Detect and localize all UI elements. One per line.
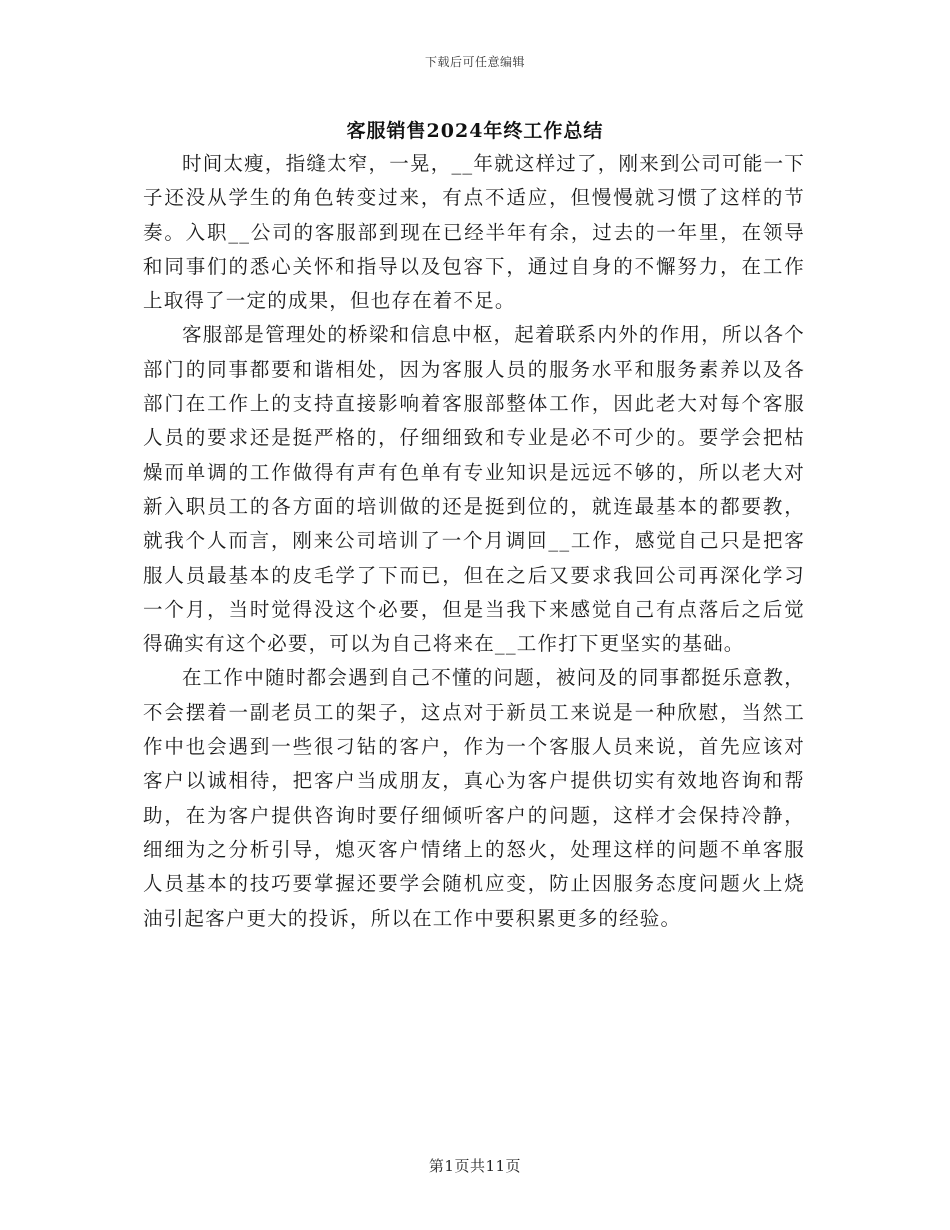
document-body [143,147,805,936]
paragraph: 在工作中随时都会遇到自己不懂的问题，被问及的同事都挺乐意教，不会摆着一副老员工的架子，这点对于新员工来说是一种欣慰，当然工作中也会遇到一些很刁钻的客户，作为一个客服人员来说，首先应该对客户以诚相待，把客户当成朋友，真心为客户提供切实有效地咨询和帮助，在为客户提供咨询时要仔细倾听客户的问题，这样才会保持冷静，细细为之分析引导，熄灭客户情绪上的怒火，处理这样的问题不单客服人员基本的技巧要掌握还要学会随机应变，防止因服务态度问题火上烧油引起客户更大的投诉，所以在工作中要积累更多的经验。 [143,666,805,930]
paragraph: 客服部是管理处的桥梁和信息中枢，起着联系内外的作用，所以各个部门的同事都要和谐相处，因为客服人员的服务水平和服务素养以及各部门在工作上的支持直接影响着客服部整体工作，因此老大对每个客服人员的要求还是挺严格的，仔细细致和专业是必不可少的。要学会把枯燥而单调的工作做得有声有色单有专业知识是远远不够的，所以老大对新入职员工的各方面的培训做的还是挺到位的，就连最基本的都要教，就我个人而言，刚来公司培训了一个月调回__工作，感觉自己只是把客服人员最基本的皮毛学了下而已，但在之后又要求我回公司再深化学习一个月，当时觉得没这个必要，但是当我下来感觉自己有点落后之后觉得确实有这个必要，可以为自己将来在__工作打下更坚实的基础。 [143,323,805,656]
header-note: 下载后可任意编辑 [424,55,525,69]
document-title: 客服销售2024年终工作总结 [346,120,604,142]
page-indicator: 第1页共11页 [428,1157,522,1175]
paragraph: 时间太瘦，指缝太窄，一晃，__年就这样过了，刚来到公司可能一下子还没从学生的角色转变过来，有点不适应，但慢慢就习惯了这样的节奏。入职__公司的客服部到现在已经半年有余，过去的一年里，在领导和同事们的悉心关怀和指导以及包容下，通过自身的不懈努力，在工作上取得了一定的成果，但也存在着不足。 [143,152,805,313]
